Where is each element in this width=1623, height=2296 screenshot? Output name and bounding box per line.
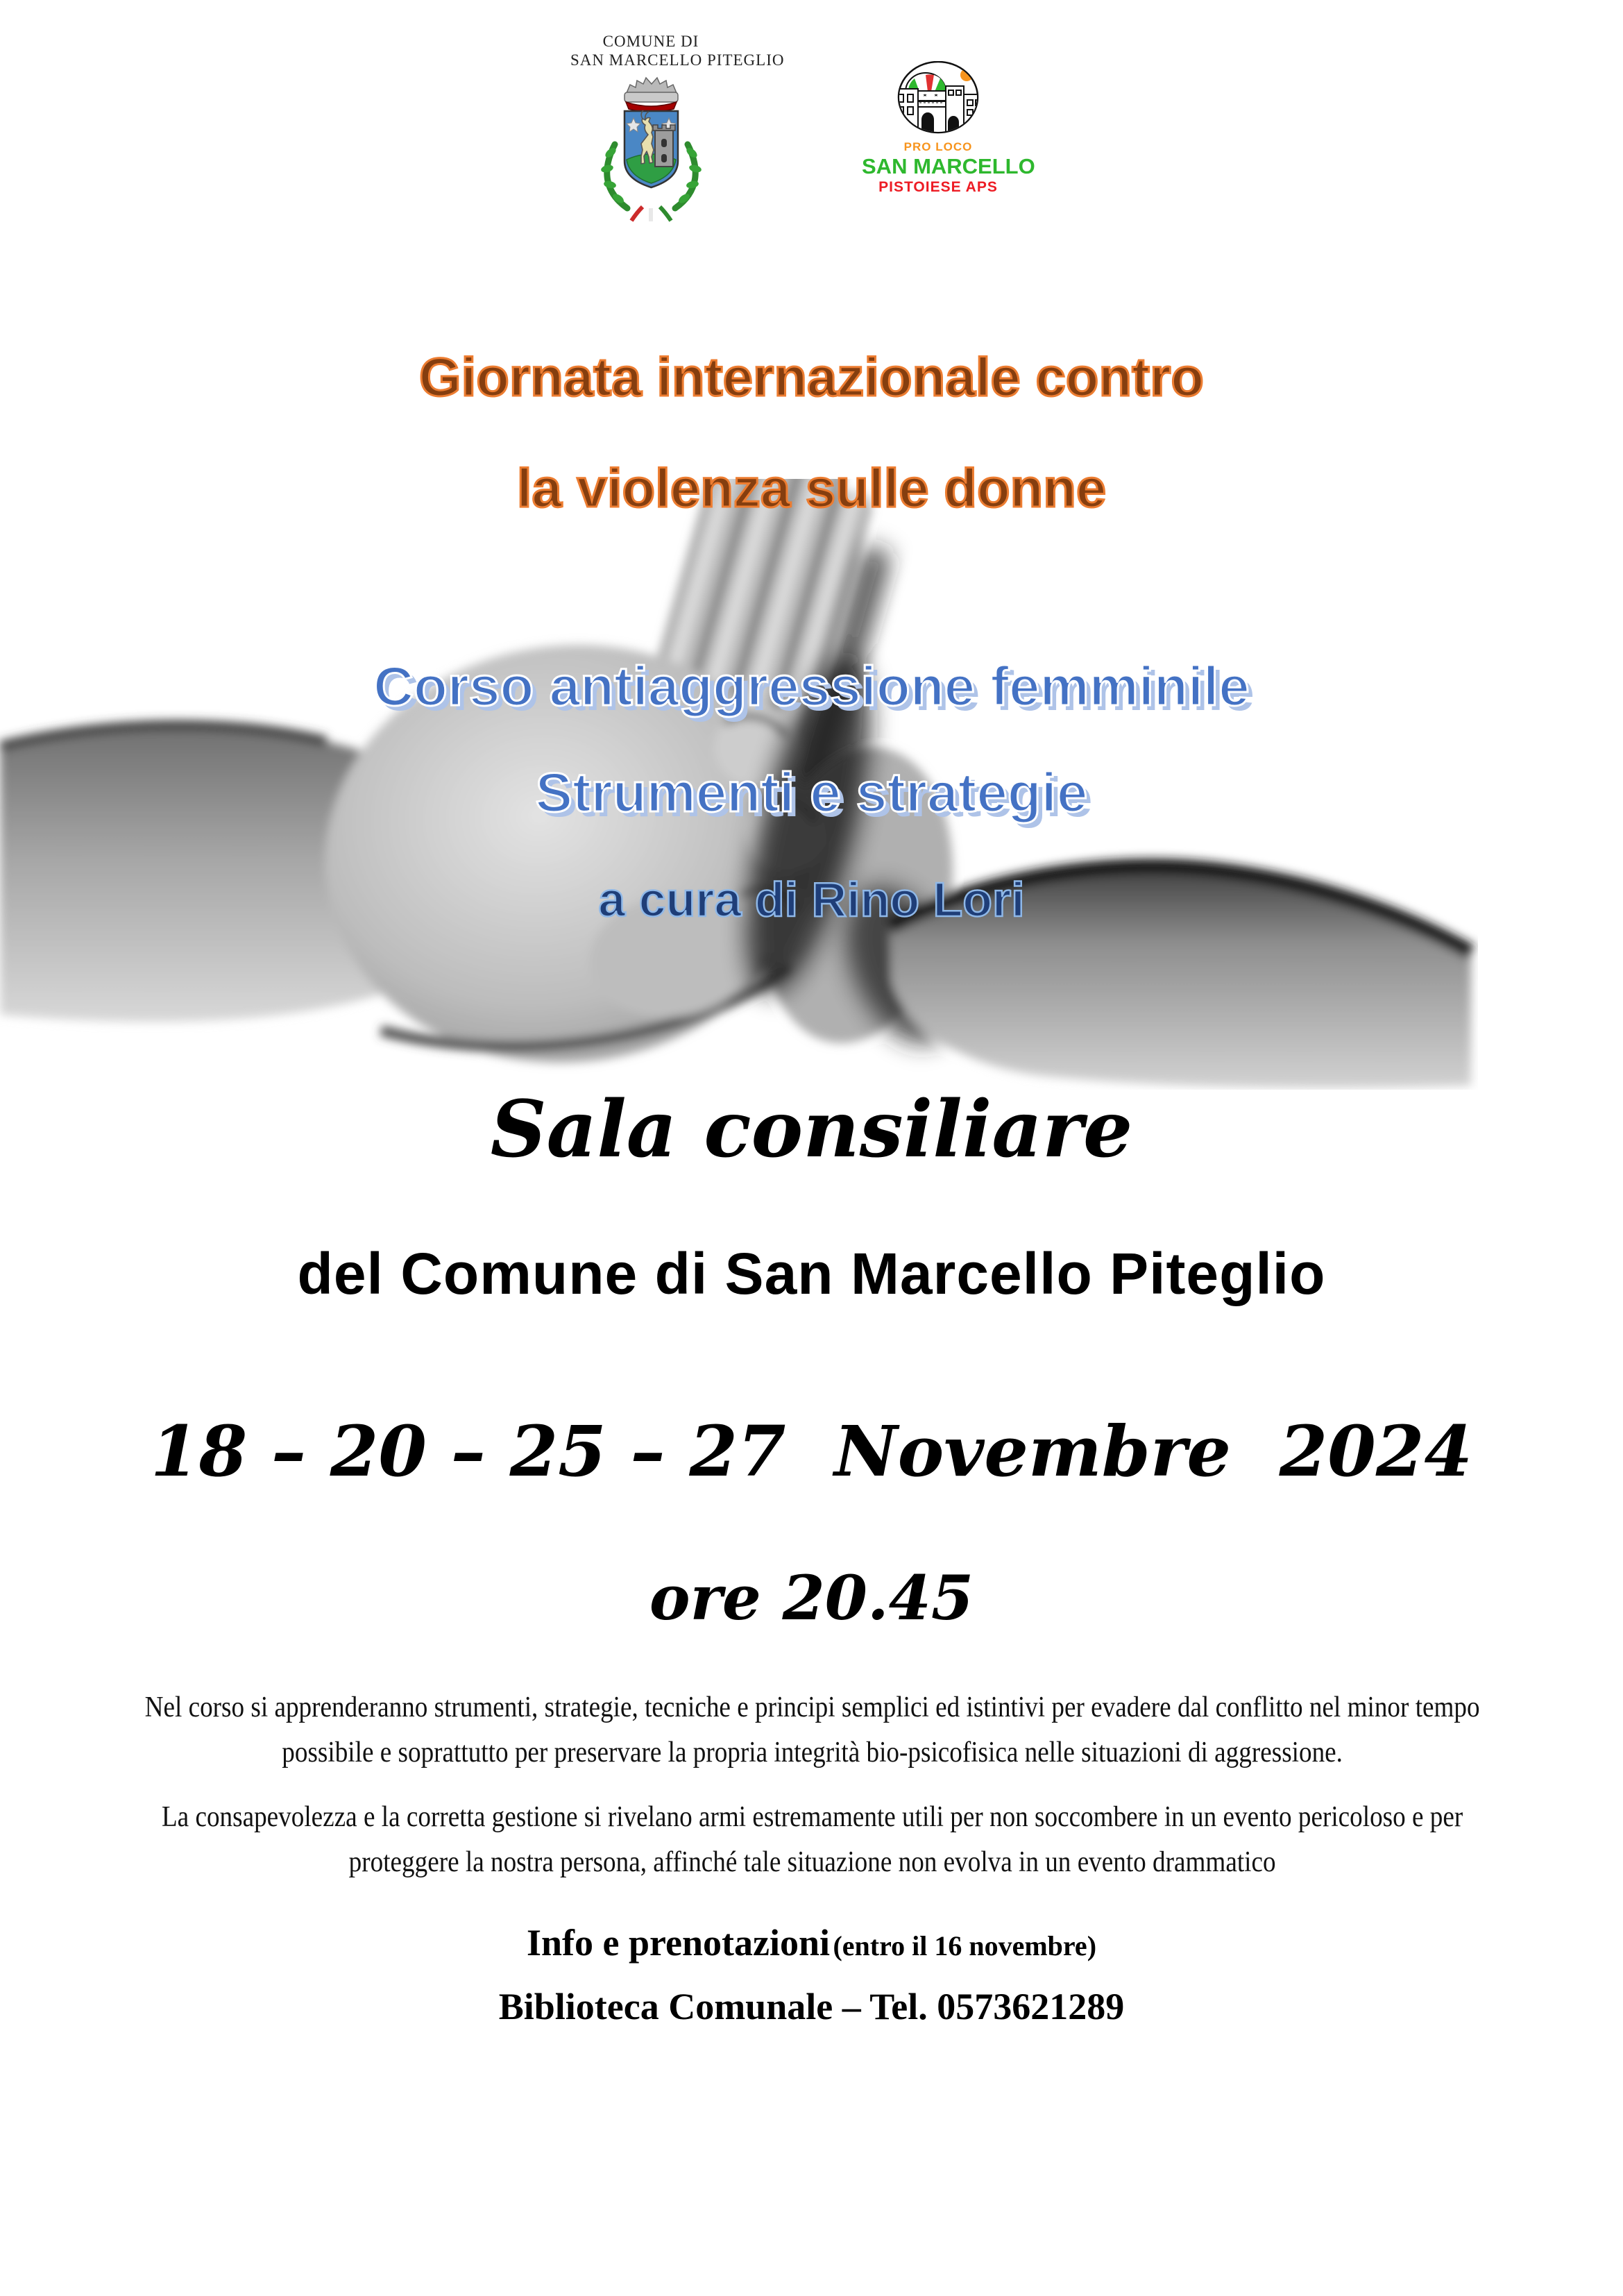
contact-library-line: Biblioteca Comunale – Tel. 0573621289 — [498, 1986, 1125, 2027]
description-paragraph-2: La consapevolezza e la corretta gestione si rivelano armi estremamente utili per non soccombere in un evento pericoloso e per proteggere la nostra persona, affinché tale situazione non evolva in un evento drammatico — [161, 1801, 1463, 1879]
proloco-name: SAN MARCELLO — [862, 154, 1035, 178]
course-author: a cura di Rino Lori — [598, 872, 1025, 927]
info-heading: Info e prenotazioni — [526, 1922, 830, 1964]
course-description — [121, 1685, 1503, 1905]
comune-logo — [570, 32, 785, 222]
venue-detail: del Comune di San Marcello Piteglio — [297, 1241, 1326, 1306]
description-paragraph-1: Nel corso si apprenderanno strumenti, strategie, tecniche e principi semplici ed istintivi per evadere dal conflitto nel minor tempo possibile e soprattutto per preservare la propria integrità bio-psicofisica nelle situazioni di aggressione. — [144, 1691, 1480, 1769]
coat-of-arms-icon — [594, 75, 708, 222]
proloco-label: PRO LOCO — [903, 140, 973, 153]
comune-name — [570, 32, 785, 69]
event-time: ore 20.45 — [649, 1562, 974, 1634]
course-subtitle: Strumenti e strategie — [535, 761, 1088, 823]
course-title: Corso antiaggressione femminile — [373, 655, 1250, 717]
comune-name-line1: COMUNE DI — [602, 33, 699, 50]
proloco-subname: PISTOIESE APS — [878, 179, 998, 195]
info-deadline-note: (entro il 16 novembre) — [833, 1930, 1097, 1961]
proloco-emblem-icon — [879, 61, 997, 139]
event-title-line1: Giornata internazionale contro — [418, 346, 1205, 407]
event-title-line2: la violenza sulle donne — [516, 457, 1107, 518]
contact-info-line — [0, 1921, 1623, 1964]
comune-name-line2: SAN MARCELLO PITEGLIO — [570, 51, 785, 69]
venue-name: Sala consiliare — [490, 1084, 1133, 1175]
proloco-logo — [862, 61, 1035, 196]
event-dates: 18 – 20 – 25 – 27 Novembre 2024 — [151, 1410, 1472, 1492]
